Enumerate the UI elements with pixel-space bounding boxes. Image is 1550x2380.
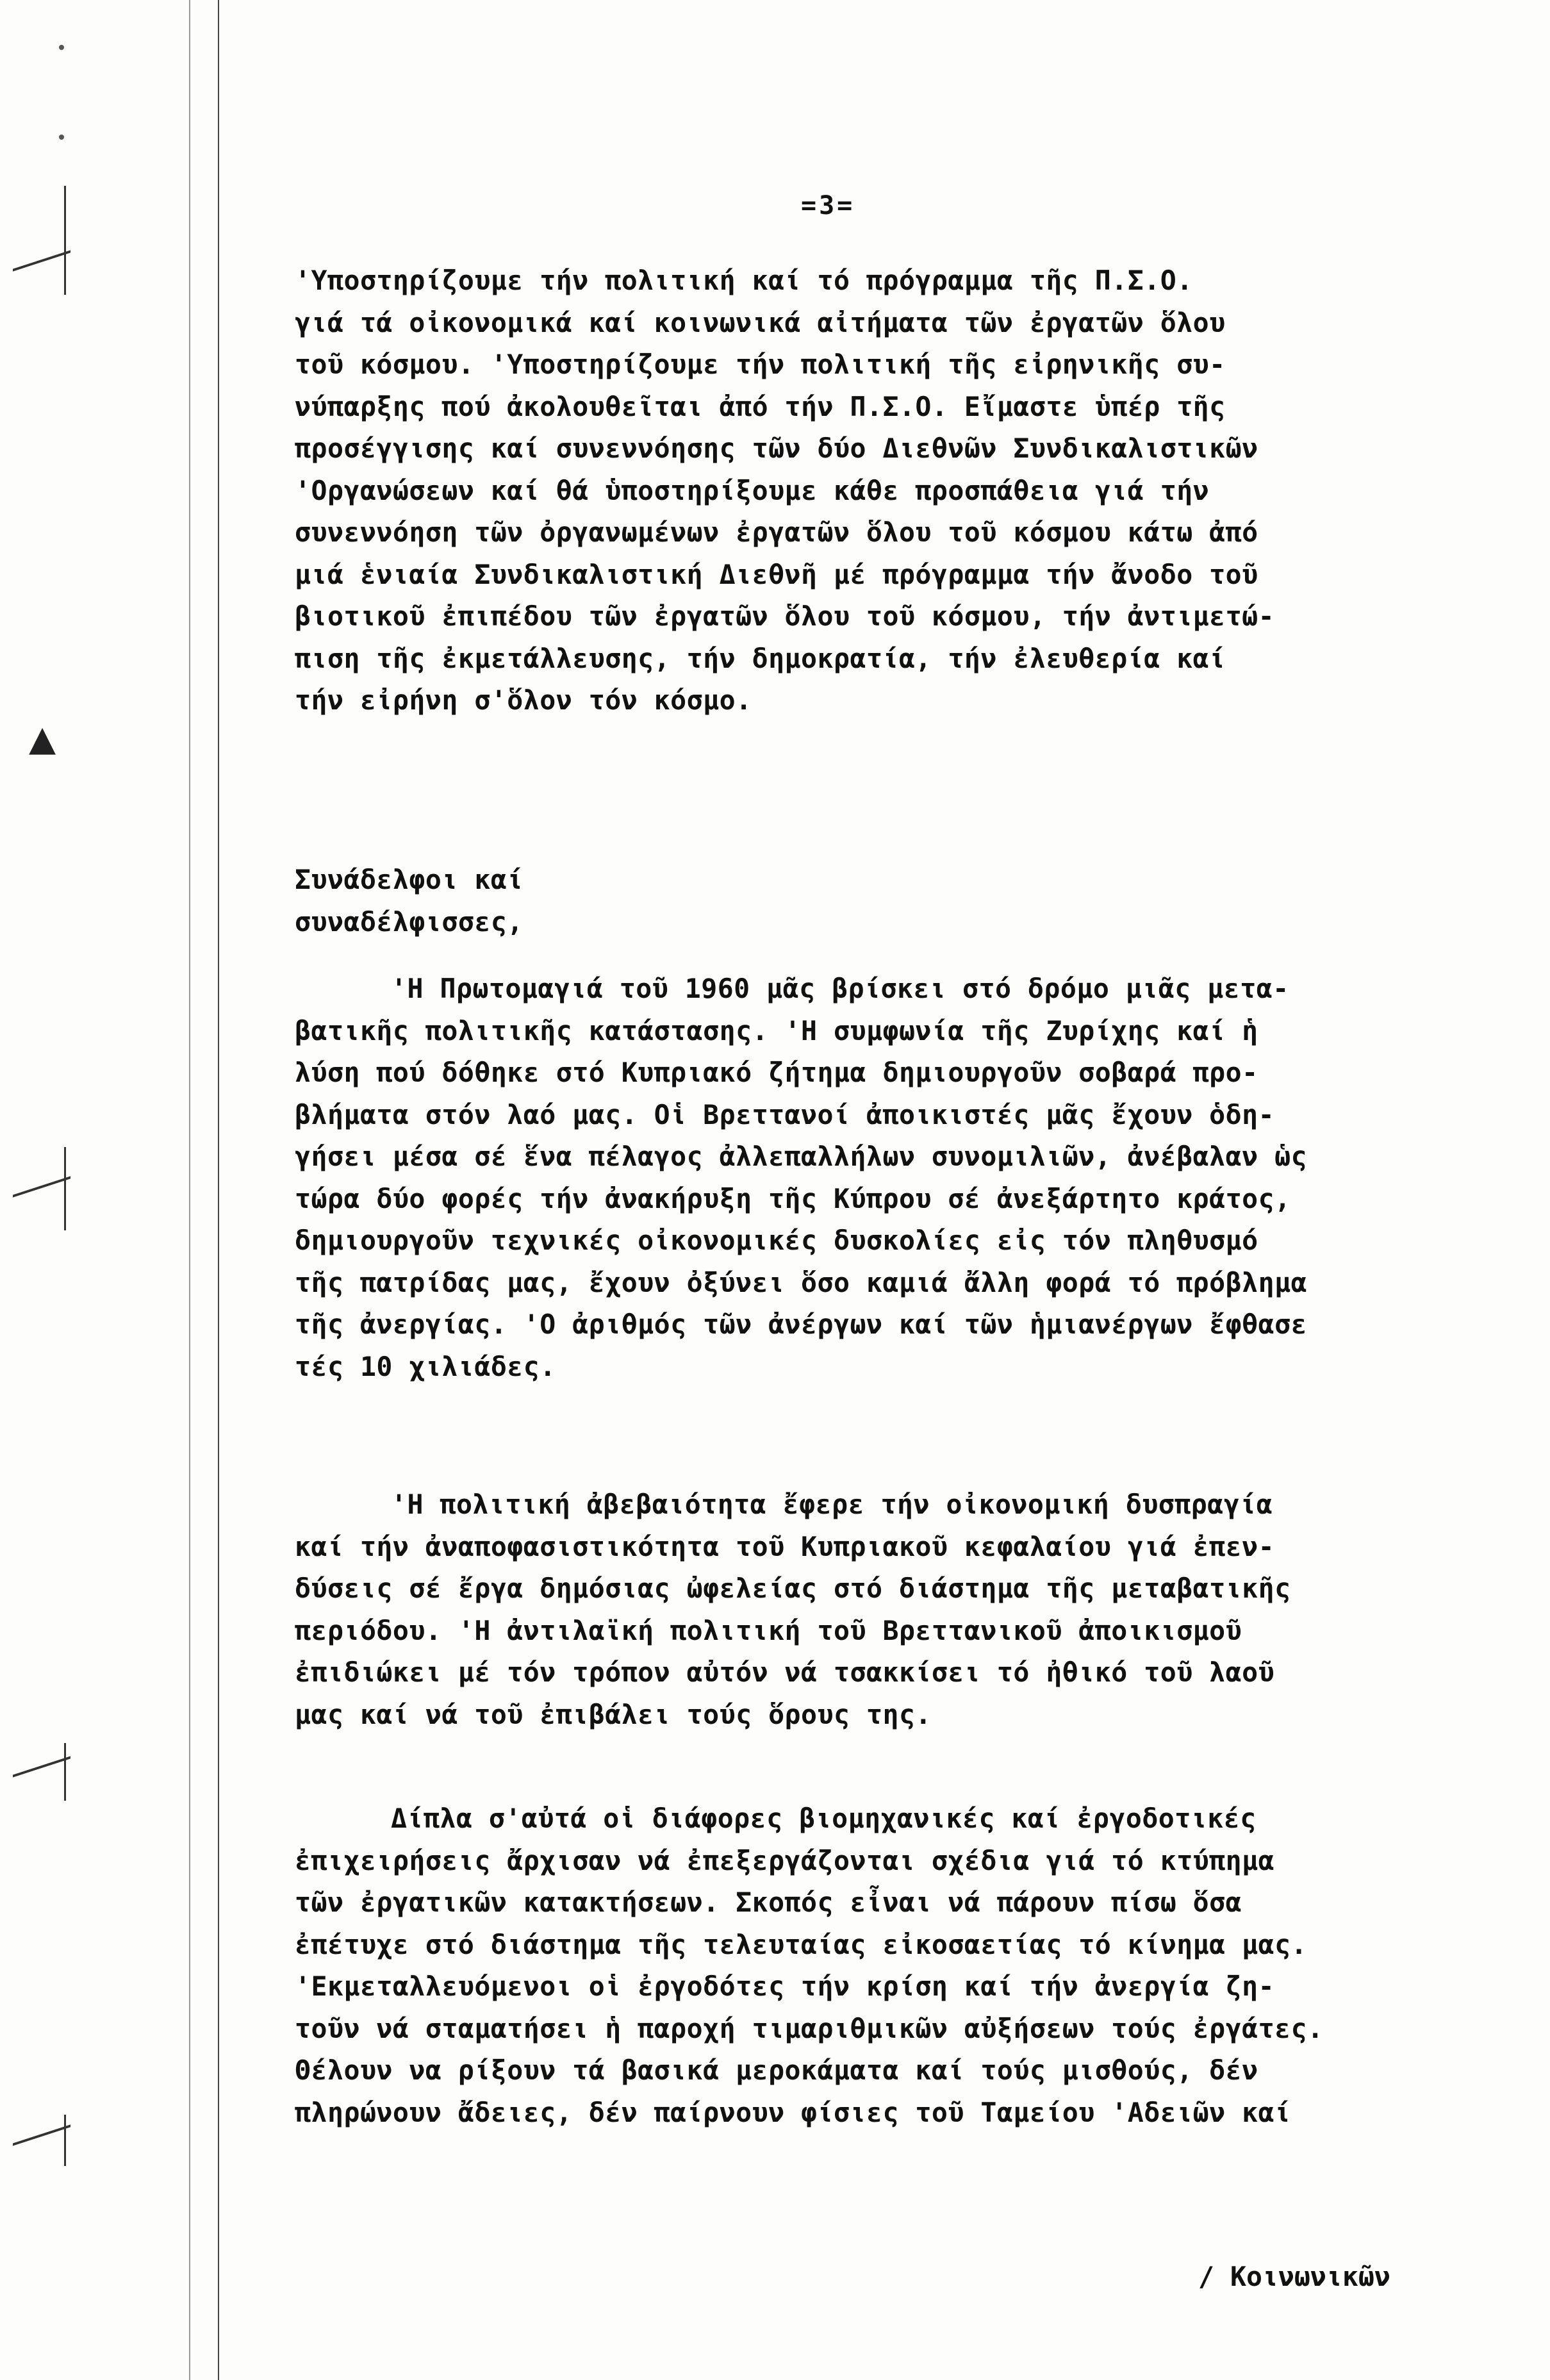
text-line: βιοτικοῦ ἐπιπέδου τῶν ἐργατῶν ὅλου τοῦ κόσμου, τήν ἀντιμετώ- (295, 600, 1275, 632)
text-line: γιά τά οἰκονομικά καί κοινωνικά αἰτήματα τῶν ἐργατῶν ὅλου (295, 306, 1226, 338)
text-line: τήν εἰρήνη σ'ὅλον τόν κόσμο. (295, 684, 752, 716)
text-line: τές 10 χιλιάδες. (295, 1350, 556, 1382)
text-line: συναδέλφισσες, (295, 905, 524, 938)
margin-hole-mark (13, 250, 70, 297)
text-line: βατικῆς πολιτικῆς κατάστασης. 'Η συμφωνία τῆς Ζυρίχης καί ἡ (295, 1014, 1258, 1046)
text-line: ἐπέτυχε στό διάστημα τῆς τελευταίας εἰκοσαετίας τό κίνημα μας. (295, 1928, 1308, 1960)
margin-hole-mark-stem (64, 1743, 66, 1801)
margin-arrow-mark: ▲ (29, 711, 56, 764)
text-line: περιόδου. 'Η ἀντιλαϊκή πολιτική τοῦ Βρεττανικοῦ ἀποικισμοῦ (295, 1614, 1242, 1646)
text-line: τοῦ κόσμου. 'Υποστηρίζουμε τήν πολιτική τῆς εἰρηνικῆς συ- (295, 349, 1226, 380)
text-line: καί τήν ἀναποφασιστικότητα τοῦ Κυπριακοῦ κεφαλαίου γιά ἐπεν- (295, 1530, 1275, 1562)
text-line: 'Υποστηρίζουμε τήν πολιτική καί τό πρόγραμμα τῆς Π.Σ.Ο. (295, 265, 1193, 296)
margin-line (218, 0, 219, 2380)
greeting (295, 859, 1525, 943)
margin-dot-mark (59, 135, 64, 140)
text-line: πιση τῆς ἐκμετάλλευσης, τήν δημοκρατία, τήν ἐλευθερία καί (295, 642, 1226, 674)
text-line: 'Η Πρωτομαγιά τοῦ 1960 μᾶς βρίσκει στό δρόμο μιᾶς μετα- (391, 973, 1289, 1004)
margin-hole-mark (13, 1176, 70, 1223)
paragraph-may-day-1960 (295, 968, 1525, 1387)
binding-edge-line (189, 0, 190, 2380)
margin-dot-mark (59, 45, 64, 50)
text-line: προσέγγισης καί συνεννόησης τῶν δύο Διεθνῶν Συνδικαλιστικῶν (295, 433, 1258, 464)
text-line: 'Εκμεταλλευόμενοι οἱ ἐργοδότες τήν κρίση καί τήν ἀνεργία ζη- (295, 1971, 1275, 2002)
text-line: τῆς ἀνεργίας. 'Ο ἀριθμός τῶν ἀνέργων καί τῶν ἡμιανέργων ἔφθασε (295, 1309, 1308, 1340)
text-line: τοῦν νά σταματήσει ἡ παροχή τιμαριθμικῶν αὐξήσεων τούς ἐργάτες. (295, 2012, 1324, 2044)
margin-hole-mark-stem (64, 186, 66, 295)
text-line: Δίπλα σ'αὐτά οἱ διάφορες βιομηχανικές καί ἐργοδοτικές (391, 1803, 1257, 1834)
margin-hole-mark-stem (64, 1147, 66, 1230)
page-number: =3= (801, 191, 855, 220)
text-line: μας καί νά τοῦ ἐπιβάλει τούς ὅρους της. (295, 1698, 932, 1730)
text-line: δύσεις σέ ἔργα δημόσιας ὠφελείας στό διάστημα τῆς μεταβατικῆς (295, 1573, 1291, 1604)
text-line: γήσει μέσα σέ ἕνα πέλαγος ἀλλεπαλλήλων συνομιλιῶν, ἀνέβαλαν ὡς (295, 1141, 1308, 1172)
text-line: τῶν ἐργατικῶν κατακτήσεων. Σκοπός εἶναι νά πάρουν πίσω ὅσα (295, 1887, 1242, 1918)
text-line: μιά ἑνιαία Συνδικαλιστική Διεθνῆ μέ πρόγραμμα τήν ἄνοδο τοῦ (295, 558, 1258, 590)
catchword-next-page: / Κοινωνικῶν (1198, 2261, 1390, 2292)
text-line: πληρώνουν ἄδειες, δέν παίρνουν φίσιες τοῦ Ταμείου 'Αδειῶν καί (295, 2096, 1291, 2128)
paragraph-support-wfo (295, 260, 1525, 722)
text-line: ἐπιχειρήσεις ἄρχισαν νά ἐπεξεργάζονται σχέδια γιά τό κτύπημα (295, 1844, 1275, 1876)
text-line: ἐπιδιώκει μέ τόν τρόπον αὐτόν νά τσακκίσει τό ἠθικό τοῦ λαοῦ (295, 1657, 1275, 1688)
text-line: τώρα δύο φορές τήν ἀνακήρυξη τῆς Κύπρου σέ ἀνεξάρτητο κράτος, (295, 1182, 1291, 1214)
text-line: 'Η πολιτική ἀβεβαιότητα ἔφερε τήν οἰκονομική δυσπραγία (391, 1489, 1273, 1520)
margin-hole-mark (13, 2124, 70, 2171)
text-line: δημιουργοῦν τεχνικές οἰκονομικές δυσκολίες εἰς τόν πληθυσμό (295, 1225, 1258, 1256)
text-line: συνεννόηση τῶν ὀργανωμένων ἐργατῶν ὅλου τοῦ κόσμου κάτω ἀπό (295, 516, 1258, 548)
text-line: λύση πού δόθηκε στό Κυπριακό ζήτημα δημιουργοῦν σοβαρά προ- (295, 1057, 1258, 1088)
paragraph-employers-plans (295, 1797, 1525, 2133)
text-line: 'Οργανώσεων καί θά ὑποστηρίξουμε κάθε προσπάθεια γιά τήν (295, 474, 1210, 506)
text-line: βλήματα στόν λαό μας. Οἱ Βρεττανοί ἀποικιστές μᾶς ἔχουν ὁδη- (295, 1098, 1275, 1130)
margin-hole-mark (13, 1756, 70, 1803)
text-line: νύπαρξης πού ἀκολουθεῖται ἀπό τήν Π.Σ.Ο. Εἴμαστε ὑπέρ τῆς (295, 390, 1226, 422)
text-line: τῆς πατρίδας μας, ἔχουν ὀξύνει ὅσο καμιά ἄλλη φορά τό πρόβλημα (295, 1266, 1308, 1298)
text-line: Συνάδελφοι καί (295, 864, 524, 895)
text-line: Θέλουν να ρίξουν τά βασικά μεροκάματα καί τούς μισθούς, δέν (295, 2054, 1258, 2086)
margin-hole-mark-stem (64, 2115, 66, 2166)
paragraph-political-uncertainty (295, 1483, 1525, 1735)
